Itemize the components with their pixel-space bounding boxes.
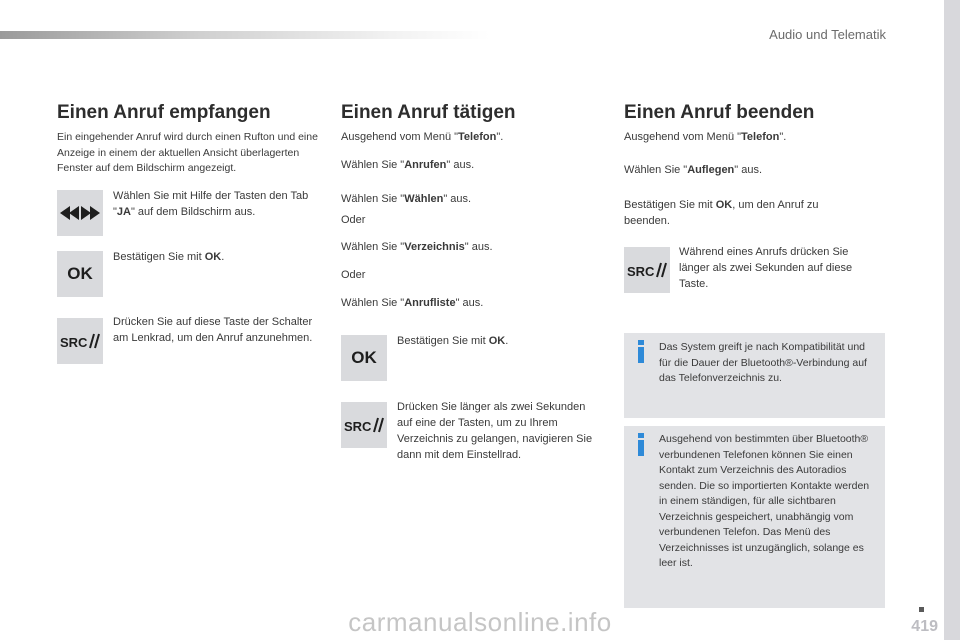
end-call-confirm: Bestätigen Sie mit OK, um den Anruf zu beenden. bbox=[624, 199, 819, 227]
skip-buttons-icon bbox=[57, 190, 103, 236]
heading-receive-call: Einen Anruf empfangen bbox=[57, 102, 271, 123]
end-call-select-hangup: Wählen Sie "Auflegen" aus. bbox=[624, 164, 763, 176]
end-call-long-press: Während eines Anrufs drücken Sie länger als zwei Sekunden auf diese Taste. bbox=[679, 246, 853, 290]
make-call-select-directory: Wählen Sie "Verzeichnis" aus. bbox=[341, 241, 493, 253]
make-call-select-call-log: Wählen Sie "Anrufliste" aus. bbox=[341, 297, 484, 309]
svg-text:SRC: SRC bbox=[344, 419, 372, 434]
page-number: 419 bbox=[911, 618, 938, 635]
heading-make-call: Einen Anruf tätigen bbox=[341, 102, 516, 123]
receive-step-confirm: Bestätigen Sie mit OK. bbox=[113, 251, 225, 263]
make-call-select-dial: Wählen Sie "Wählen" aus. bbox=[341, 193, 472, 205]
receive-call-intro: Ein eingehender Anruf wird durch einen Rufton und eine Anzeige in einem der aktuellen Ansicht überlagerten Fenster auf dem Bildschirm angezeigt. bbox=[57, 131, 318, 174]
end-call-from-menu: Ausgehend vom Menü "Telefon". bbox=[624, 131, 787, 143]
top-gradient-bar bbox=[0, 31, 490, 39]
src-steering-button-icon bbox=[57, 318, 103, 364]
receive-step-select-tab: Wählen Sie mit Hilfe der Tasten den Tab "JA" auf dem Bildschirm aus. bbox=[113, 190, 309, 218]
section-header: Audio und Telematik bbox=[769, 27, 886, 42]
make-call-long-press: Drücken Sie länger als zwei Sekunden auf eine der Tasten, um zu Ihrem Verzeichnis zu gelangen, navigieren Sie dann mit dem Einstellrad. bbox=[397, 401, 593, 461]
svg-text:SRC: SRC bbox=[60, 335, 88, 350]
ok-button-icon: OK bbox=[341, 335, 387, 381]
receive-step-steering: Drücken Sie auf diese Taste der Schalter am Lenkrad, um den Anruf anzunehmen. bbox=[113, 316, 313, 344]
src-steering-button-icon bbox=[341, 402, 387, 448]
or-label-1: Oder bbox=[341, 214, 366, 226]
ok-button-icon: OK bbox=[57, 251, 103, 297]
info-box-directory-access: Das System greift je nach Kompatibilität und für die Dauer der Bluetooth®-Verbindung auf das Telefonverzeichnis zu. bbox=[624, 333, 885, 418]
watermark: carmanualsonline.info bbox=[348, 607, 612, 637]
info-icon bbox=[638, 440, 644, 456]
heading-end-call: Einen Anruf beenden bbox=[624, 102, 815, 123]
make-call-from-menu: Ausgehend vom Menü "Telefon". bbox=[341, 131, 504, 143]
make-call-confirm: Bestätigen Sie mit OK. bbox=[397, 335, 509, 347]
svg-text:SRC: SRC bbox=[627, 264, 655, 279]
make-call-select-call: Wählen Sie "Anrufen" aus. bbox=[341, 159, 475, 171]
page-edge-bar bbox=[944, 0, 960, 640]
info-icon bbox=[638, 347, 644, 363]
src-steering-button-icon bbox=[624, 247, 670, 293]
info-box-contact-import: Ausgehend von bestimmten über Bluetooth® verbundenen Telefonen können Sie einen Kontakt zum Verzeichnis des Autoradios senden. Die so importierten Kontakte werden in einem ständigen, für alle sichtbaren Verzeichnis gespeichert, unabhängig vom verbundenen Telefon. Das Menü des Verzeichnisses ist unzugänglich, solange es leer ist. bbox=[624, 426, 885, 608]
or-label-2: Oder bbox=[341, 269, 366, 281]
